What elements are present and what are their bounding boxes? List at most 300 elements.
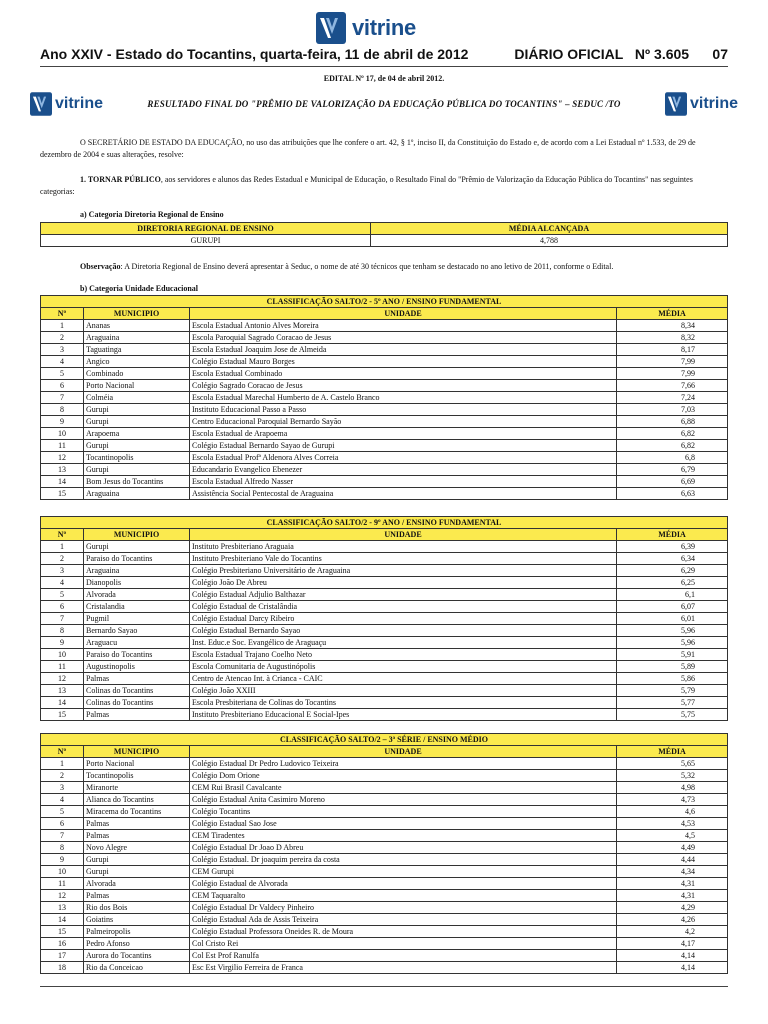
cell-municipio: Aurora do Tocantins (84, 950, 190, 962)
cell-municipio: Alvorada (84, 878, 190, 890)
diario-title: DIÁRIO OFICIAL (514, 46, 624, 62)
cell-media: 6,88 (617, 416, 728, 428)
footer-divider (40, 986, 728, 987)
table-row (41, 613, 728, 625)
cell-municipio: Palmas (84, 830, 190, 842)
cell-media: 5,79 (617, 685, 728, 697)
cell-media: 5,89 (617, 661, 728, 673)
table-row (41, 854, 728, 866)
cell-media: 6,69 (617, 476, 728, 488)
table-row (41, 541, 728, 553)
table-row (41, 464, 728, 476)
table-row (41, 553, 728, 565)
cell-unidade: Colégio Estadual Ada de Assis Teixeira (190, 914, 617, 926)
table-row (41, 380, 728, 392)
cell-media: 4,2 (617, 926, 728, 938)
cell-municipio: Goiatins (84, 914, 190, 926)
cell-municipio: Palmas (84, 818, 190, 830)
item-1-paragraph (40, 174, 728, 198)
cell-media: 7,03 (617, 404, 728, 416)
cell-rank: 1 (41, 541, 84, 553)
cell-municipio: Dianopolis (84, 577, 190, 589)
cell-unidade: CEM Gurupi (190, 866, 617, 878)
table-row (41, 404, 728, 416)
cell-unidade: Escola Estadual Trajano Coelho Neto (190, 649, 617, 661)
banner-logo-right (665, 92, 738, 116)
table-row (41, 601, 728, 613)
cell-municipio: Angico (84, 356, 190, 368)
table-title: CLASSIFICAÇÃO SALTO/2 - 5º ANO / ENSINO FUNDAMENTAL (41, 296, 728, 308)
cell-unidade: Escola Estadual Joaquim Jose de Almeida (190, 344, 617, 356)
cell-media: 4,98 (617, 782, 728, 794)
column-header: MUNICIPIO (84, 308, 190, 320)
cell-unidade: Colégio Estadual de Cristalândia (190, 601, 617, 613)
cell-media: 6,39 (617, 541, 728, 553)
cell-rank: 4 (41, 356, 84, 368)
table-row (41, 368, 728, 380)
cell-unidade: Instituto Presbiteriano Araguaia (190, 541, 617, 553)
cell-rank: 1 (41, 758, 84, 770)
column-header: UNIDADE (190, 308, 617, 320)
cell-unidade: Inst. Educ.e Soc. Evangélico de Araguaçu (190, 637, 617, 649)
cell-unidade: Escola Estadual Profª Aldenora Alves Correia (190, 452, 617, 464)
cell-rank: 14 (41, 914, 84, 926)
cell-unidade: CEM Taquaralto (190, 890, 617, 902)
item-1-label: 1. TORNAR PÚBLICO (80, 175, 161, 184)
cell-rank: 7 (41, 392, 84, 404)
cell-media: 4,788 (371, 235, 728, 247)
cell-media: 4,14 (617, 962, 728, 974)
cell-rank: 9 (41, 416, 84, 428)
cell-municipio: Miracema do Tocantins (84, 806, 190, 818)
cell-media: 5,75 (617, 709, 728, 721)
cell-municipio: Araguaina (84, 565, 190, 577)
intro-paragraph: O SECRETÁRIO DE ESTADO DA EDUCAÇÃO, no uso das atribuições que lhe confere o art. 42, § 1º, inciso II, da Constituição do Estado e, de acordo com a Lei Estadual nº 1.533, de 29 de dezembro de 2004 e suas alterações, resolve: (40, 138, 696, 159)
cell-municipio: Bom Jesus do Tocantins (84, 476, 190, 488)
cell-rank: 3 (41, 344, 84, 356)
cell-rank: 8 (41, 404, 84, 416)
cell-municipio: Paraiso do Tocantins (84, 553, 190, 565)
table-row (41, 685, 728, 697)
table-row (41, 902, 728, 914)
cell-municipio: Pugmil (84, 613, 190, 625)
cell-municipio: Rio dos Bois (84, 902, 190, 914)
cell-media: 4,5 (617, 830, 728, 842)
table-row (41, 673, 728, 685)
cell-rank: 15 (41, 709, 84, 721)
cell-rank: 1 (41, 320, 84, 332)
cell-rank: 4 (41, 577, 84, 589)
cell-municipio: Cristalandia (84, 601, 190, 613)
cell-unidade: Escola Comunitaria de Augustinópolis (190, 661, 617, 673)
table-title-row (41, 517, 728, 529)
table-row (41, 806, 728, 818)
table-row (41, 830, 728, 842)
cell-media: 7,99 (617, 356, 728, 368)
item-1-text: , aos servidores e alunos das Redes Estadual e Municipal de Educação, o Resultado Final do "Prêmio de Valorização da Educação Pública do Tocantins" nas seguintes categorias: (40, 175, 693, 196)
table-row (41, 782, 728, 794)
header-divider (40, 66, 728, 67)
cell-media: 6,79 (617, 464, 728, 476)
table-row (41, 661, 728, 673)
cell-unidade: Centro Educacional Paroquial Bernardo Sayão (190, 416, 617, 428)
table-row (41, 344, 728, 356)
table-row (41, 890, 728, 902)
cell-rank: 2 (41, 553, 84, 565)
cell-municipio: Alvorada (84, 589, 190, 601)
cell-rank: 11 (41, 440, 84, 452)
observation-paragraph (40, 261, 728, 273)
table-3serie (40, 733, 728, 974)
cell-municipio: Rio da Conceicao (84, 962, 190, 974)
cell-municipio: Porto Nacional (84, 758, 190, 770)
cell-municipio: Arapoema (84, 428, 190, 440)
cell-rank: 13 (41, 464, 84, 476)
cell-unidade: Colégio Presbiteriano Universitário de Araguaina (190, 565, 617, 577)
cell-municipio: Novo Alegre (84, 842, 190, 854)
cell-rank: 10 (41, 866, 84, 878)
regional-table (40, 222, 728, 247)
cell-municipio: Gurupi (84, 404, 190, 416)
table-row (41, 332, 728, 344)
cell-municipio: Alianca do Tocantins (84, 794, 190, 806)
cell-unidade: Centro de Atencao Int. à Crianca - CAIC (190, 673, 617, 685)
table-row (41, 878, 728, 890)
cell-municipio: Palmeiropolis (84, 926, 190, 938)
cell-unidade: Esc Est Virgilio Ferreira de Franca (190, 962, 617, 974)
cell-media: 5,32 (617, 770, 728, 782)
table-header-row (41, 308, 728, 320)
cell-media: 6,82 (617, 440, 728, 452)
table-row (41, 758, 728, 770)
cell-municipio: Gurupi (84, 854, 190, 866)
cell-rank: 11 (41, 878, 84, 890)
cell-unidade: Colégio Estadual Dr Pedro Ludovico Teixeira (190, 758, 617, 770)
cell-unidade: Col Cristo Rei (190, 938, 617, 950)
column-header: DIRETORIA REGIONAL DE ENSINO (41, 223, 371, 235)
table-header-row (41, 223, 728, 235)
cell-rank: 7 (41, 830, 84, 842)
table-row (41, 320, 728, 332)
column-header: MÉDIA (617, 529, 728, 541)
cell-unidade: Instituto Educacional Passo a Passo (190, 404, 617, 416)
cell-municipio: Taguatinga (84, 344, 190, 356)
cell-municipio: Palmas (84, 673, 190, 685)
cell-media: 4,31 (617, 878, 728, 890)
table-row (41, 488, 728, 500)
cell-unidade: Colégio Estadual. Dr joaquim pereira da costa (190, 854, 617, 866)
cell-rank: 8 (41, 842, 84, 854)
cell-unidade: Colégio Estadual Dr Valdecy Pinheiro (190, 902, 617, 914)
header-date: Ano XXIV - Estado do Tocantins, quarta-feira, 11 de abril de 2012 (40, 46, 469, 62)
cell-municipio: Ananas (84, 320, 190, 332)
cell-rank: 13 (41, 685, 84, 697)
cell-rank: 12 (41, 890, 84, 902)
cell-unidade: Colégio João De Abreu (190, 577, 617, 589)
cell-unidade: Colégio Estadual Mauro Borges (190, 356, 617, 368)
page-header (40, 44, 728, 64)
table-row (41, 649, 728, 661)
cell-municipio: Miranorte (84, 782, 190, 794)
cell-unidade: Instituto Presbiteriano Vale do Tocantins (190, 553, 617, 565)
cell-media: 7,99 (617, 368, 728, 380)
cell-rank: 5 (41, 368, 84, 380)
cell-rank: 5 (41, 806, 84, 818)
table-row (41, 794, 728, 806)
table-row (41, 589, 728, 601)
cell-municipio: Gurupi (84, 416, 190, 428)
column-header: MÉDIA (617, 308, 728, 320)
table-row (41, 926, 728, 938)
cell-rank: 7 (41, 613, 84, 625)
cell-rank: 3 (41, 565, 84, 577)
table-row (41, 709, 728, 721)
category-b-title: b) Categoria Unidade Educacional (80, 284, 199, 293)
cell-rank: 10 (41, 649, 84, 661)
cell-unidade: CEM Tiradentes (190, 830, 617, 842)
table-row (41, 962, 728, 974)
cell-media: 5,91 (617, 649, 728, 661)
cell-rank: 6 (41, 601, 84, 613)
cell-media: 4,34 (617, 866, 728, 878)
cell-municipio: Araguaina (84, 332, 190, 344)
cell-unidade: Colégio João XXIII (190, 685, 617, 697)
table-9ano (40, 516, 728, 721)
cell-unidade: Colégio Estadual Sao Jose (190, 818, 617, 830)
cell-unidade: Escola Paroquial Sagrado Coracao de Jesus (190, 332, 617, 344)
cell-rank: 5 (41, 589, 84, 601)
observation-text: : A Diretoria Regional de Ensino deverá apresentar à Seduc, o nome de até 30 técnicos que tenham se destacado no ano letivo de 2011, conforme o Edital. (120, 262, 614, 271)
cell-unidade: CEM Rui Brasil Cavalcante (190, 782, 617, 794)
table-row (41, 938, 728, 950)
cell-municipio: Paraiso do Tocantins (84, 649, 190, 661)
table-title: CLASSIFICAÇÃO SALTO/2 - 9º ANO / ENSINO FUNDAMENTAL (41, 517, 728, 529)
cell-unidade: Escola Estadual de Arapoema (190, 428, 617, 440)
column-header: MÉDIA ALCANÇADA (371, 223, 728, 235)
cell-municipio: Gurupi (84, 541, 190, 553)
table-row (41, 697, 728, 709)
table-header-row (41, 746, 728, 758)
cell-media: 4,29 (617, 902, 728, 914)
cell-municipio: Gurupi (84, 866, 190, 878)
cell-rank: 9 (41, 637, 84, 649)
cell-unidade: Colégio Estadual Bernardo Sayao (190, 625, 617, 637)
cell-unidade: Escola Estadual Alfredo Nasser (190, 476, 617, 488)
table-row (41, 866, 728, 878)
table-row (41, 637, 728, 649)
cell-media: 4,73 (617, 794, 728, 806)
table-row (41, 625, 728, 637)
cell-municipio: Pedro Afonso (84, 938, 190, 950)
table-row (41, 392, 728, 404)
cell-unidade: Colégio Estadual Dr Joao D Abreu (190, 842, 617, 854)
cell-unidade: Escola Estadual Combinado (190, 368, 617, 380)
cell-media: 6,1 (617, 589, 728, 601)
cell-rank: 11 (41, 661, 84, 673)
table-row (41, 440, 728, 452)
cell-municipio: Palmas (84, 890, 190, 902)
cell-unidade: Escola Presbiteriana de Colinas do Tocantins (190, 697, 617, 709)
result-banner (30, 90, 738, 118)
cell-unidade: Colégio Estadual de Alvorada (190, 878, 617, 890)
cell-rank: 15 (41, 488, 84, 500)
vitrine-mark-icon (316, 12, 346, 44)
cell-municipio: Augustinopolis (84, 661, 190, 673)
cell-media: 4,26 (617, 914, 728, 926)
cell-rank: 14 (41, 697, 84, 709)
observation-label: Observação (80, 262, 121, 271)
column-header: Nº (41, 308, 84, 320)
page-number: 07 (712, 46, 728, 62)
cell-unidade: Col Est Prof Ranulfa (190, 950, 617, 962)
cell-unidade: Educandario Evangelico Ebenezer (190, 464, 617, 476)
vitrine-mark-icon (30, 92, 52, 116)
cell-media: 6,63 (617, 488, 728, 500)
cell-municipio: Bernardo Sayao (84, 625, 190, 637)
issue-number: Nº 3.605 (634, 46, 690, 62)
cell-rank: 4 (41, 794, 84, 806)
cell-unidade: Colégio Sagrado Coracao de Jesus (190, 380, 617, 392)
cell-rank: 3 (41, 782, 84, 794)
cell-media: 8,32 (617, 332, 728, 344)
edital-title: EDITAL Nº 17, de 04 de abril 2012. (323, 74, 445, 83)
column-header: MÉDIA (617, 746, 728, 758)
cell-municipio: Tocantinopolis (84, 770, 190, 782)
cell-media: 5,77 (617, 697, 728, 709)
cell-rank: 14 (41, 476, 84, 488)
cell-municipio: Colméia (84, 392, 190, 404)
cell-unidade: Colégio Estadual Darcy Ribeiro (190, 613, 617, 625)
cell-media: 6,01 (617, 613, 728, 625)
cell-media: 4,53 (617, 818, 728, 830)
cell-unidade: Colégio Dom Orione (190, 770, 617, 782)
cell-municipio: Gurupi (84, 464, 190, 476)
table-row (41, 235, 728, 247)
banner-title: RESULTADO FINAL DO "PRÊMIO DE VALORIZAÇÃO DA EDUCAÇÃO PÚBLICA DO TOCANTINS" – SEDUC /TO (147, 99, 621, 109)
cell-rank: 18 (41, 962, 84, 974)
table-row (41, 416, 728, 428)
cell-unidade: Assistência Social Pentecostal de Araguaina (190, 488, 617, 500)
vitrine-logo (316, 10, 416, 46)
cell-media: 4,17 (617, 938, 728, 950)
cell-rank: 13 (41, 902, 84, 914)
cell-rank: 9 (41, 854, 84, 866)
cell-rank: 10 (41, 428, 84, 440)
cell-media: 8,17 (617, 344, 728, 356)
column-header: Nº (41, 529, 84, 541)
table-title: CLASSIFICAÇÃO SALTO/2 – 3ª SÉRIE / ENSINO MÉDIO (41, 734, 728, 746)
cell-municipio: Porto Nacional (84, 380, 190, 392)
cell-municipio: Colinas do Tocantins (84, 697, 190, 709)
cell-unidade: Colégio Estadual Adjulio Balthazar (190, 589, 617, 601)
header-right (514, 46, 728, 62)
cell-rank: 12 (41, 673, 84, 685)
cell-unidade: Escola Estadual Antonio Alves Moreira (190, 320, 617, 332)
banner-logo-text: vitrine (689, 95, 738, 112)
table-row (41, 914, 728, 926)
cell-media: 6,34 (617, 553, 728, 565)
column-header: UNIDADE (190, 746, 617, 758)
cell-rank: 17 (41, 950, 84, 962)
cell-unidade: Colégio Estadual Anita Casimiro Moreno (190, 794, 617, 806)
table-row (41, 476, 728, 488)
column-header: MUNICIPIO (84, 529, 190, 541)
table-row (41, 577, 728, 589)
cell-media: 4,49 (617, 842, 728, 854)
column-header: UNIDADE (190, 529, 617, 541)
vitrine-mark-icon (665, 92, 687, 116)
table-5ano (40, 295, 728, 500)
cell-media: 6,07 (617, 601, 728, 613)
cell-media: 5,96 (617, 637, 728, 649)
banner-logo-text: vitrine (55, 95, 104, 112)
banner-logo-left (30, 92, 103, 116)
cell-media: 7,66 (617, 380, 728, 392)
table-row (41, 428, 728, 440)
column-header: Nº (41, 746, 84, 758)
cell-rank: 2 (41, 770, 84, 782)
table-row (41, 818, 728, 830)
cell-media: 4,6 (617, 806, 728, 818)
cell-media: 6,29 (617, 565, 728, 577)
cell-unidade: Colégio Estadual Bernardo Sayao de Gurupi (190, 440, 617, 452)
cell-media: 6,82 (617, 428, 728, 440)
cell-rank: 16 (41, 938, 84, 950)
cell-media: 5,65 (617, 758, 728, 770)
cell-municipio: Gurupi (84, 440, 190, 452)
cell-media: 4,31 (617, 890, 728, 902)
cell-media: 4,14 (617, 950, 728, 962)
cell-unidade: Escola Estadual Marechal Humberto de A. Castelo Branco (190, 392, 617, 404)
column-header: MUNICIPIO (84, 746, 190, 758)
cell-media: 5,86 (617, 673, 728, 685)
table-row (41, 565, 728, 577)
cell-municipio: Combinado (84, 368, 190, 380)
cell-unidade: Colégio Tocantins (190, 806, 617, 818)
cell-unidade: Instituto Presbiteriano Educacional E Social-Ipes (190, 709, 617, 721)
table-title-row (41, 296, 728, 308)
cell-rank: 8 (41, 625, 84, 637)
cell-municipio: Palmas (84, 709, 190, 721)
cell-municipio: Colinas do Tocantins (84, 685, 190, 697)
cell-municipio: Araguaina (84, 488, 190, 500)
cell-diretoria: GURUPI (41, 235, 371, 247)
cell-media: 4,44 (617, 854, 728, 866)
table-row (41, 452, 728, 464)
category-a-title: a) Categoria Diretoria Regional de Ensino (80, 210, 224, 219)
table-row (41, 356, 728, 368)
cell-media: 6,8 (617, 452, 728, 464)
table-row (41, 842, 728, 854)
cell-municipio: Tocantinopolis (84, 452, 190, 464)
table-header-row (41, 529, 728, 541)
cell-media: 8,34 (617, 320, 728, 332)
cell-media: 6,25 (617, 577, 728, 589)
cell-unidade: Colégio Estadual Professora Oneides R. de Moura (190, 926, 617, 938)
cell-rank: 15 (41, 926, 84, 938)
logo-text: vitrine (352, 15, 416, 40)
table-row (41, 950, 728, 962)
cell-media: 5,96 (617, 625, 728, 637)
cell-rank: 6 (41, 818, 84, 830)
cell-rank: 2 (41, 332, 84, 344)
table-title-row (41, 734, 728, 746)
cell-municipio: Araguacu (84, 637, 190, 649)
table-row (41, 770, 728, 782)
cell-rank: 12 (41, 452, 84, 464)
cell-rank: 6 (41, 380, 84, 392)
cell-media: 7,24 (617, 392, 728, 404)
